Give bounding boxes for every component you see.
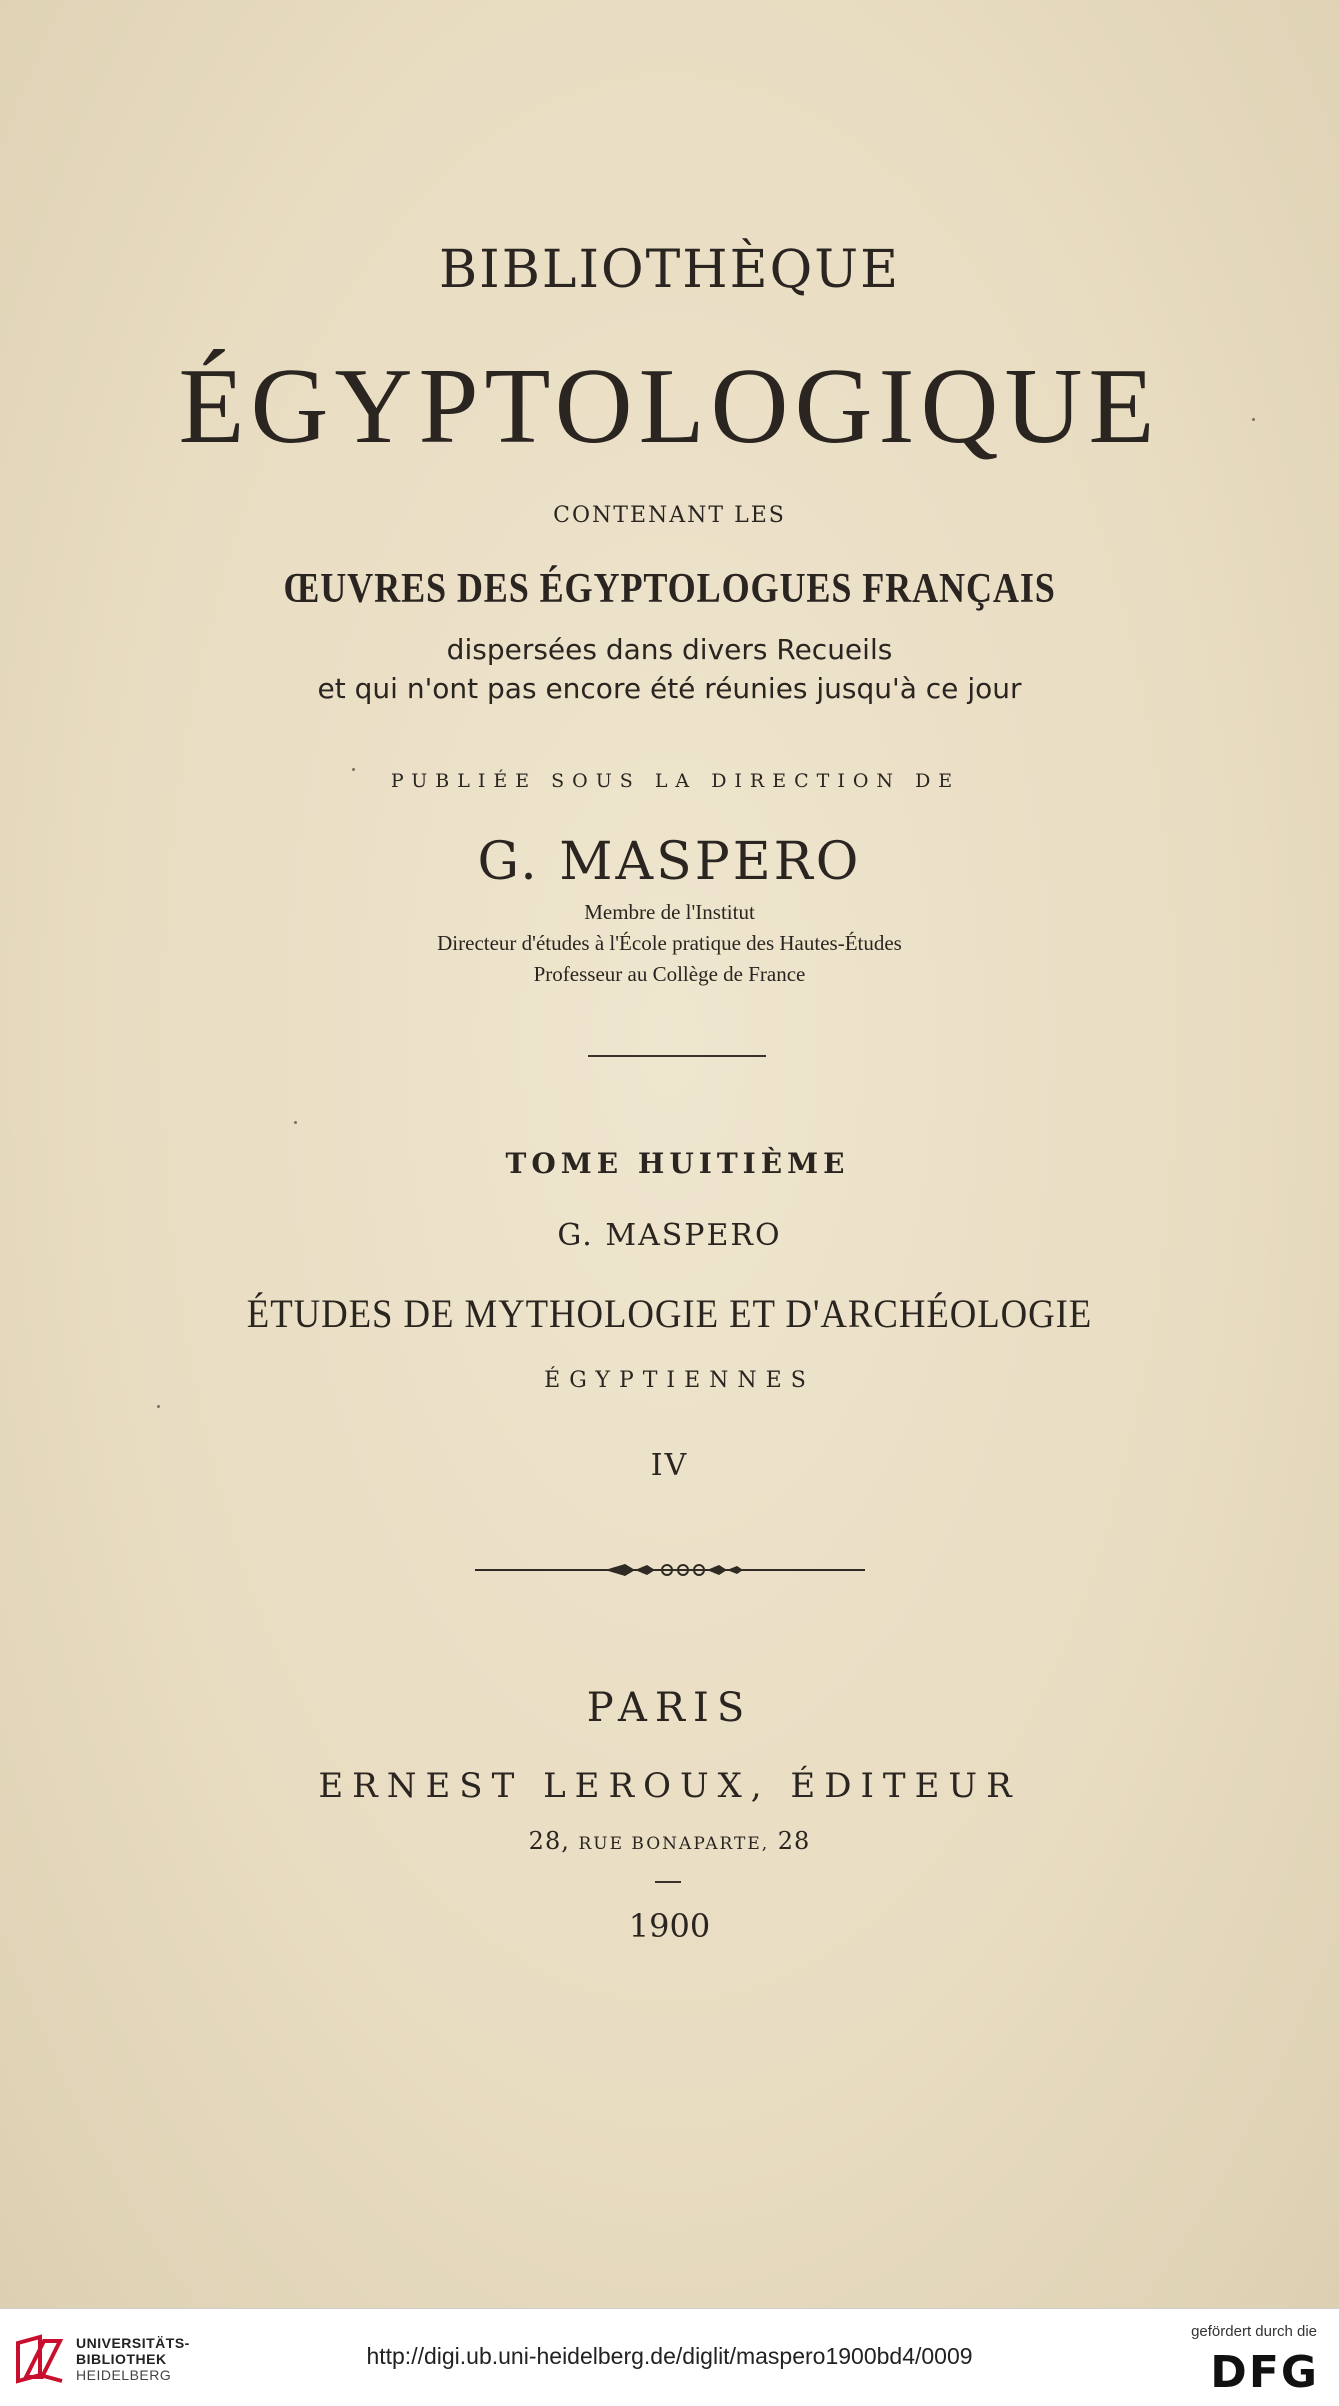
volume-heading: TOME HUITIÈME	[505, 1147, 850, 1180]
description-line1: dispersées dans divers Recueils	[446, 633, 893, 666]
paper-speck	[1252, 418, 1255, 421]
containing-text: CONTENANT LES	[553, 503, 786, 528]
description-line2: et qui n'ont pas encore été réunies jusqu'à ce jour	[317, 672, 1022, 705]
address-number-2: 28	[777, 1827, 811, 1855]
editor-title-2: Directeur d'études à l'École pratique des Hautes-Études	[437, 931, 902, 955]
permalink-url[interactable]: http://digi.ub.uni-heidelberg.de/diglit/maspero1900bd4/0009	[366, 2343, 973, 2369]
publisher: ERNEST LEROUX, ÉDITEUR	[318, 1766, 1021, 1806]
published-under-text: PUBLIÉE SOUS LA DIRECTION DE	[390, 770, 961, 792]
city: PARIS	[586, 1685, 753, 1731]
work-subtitle: ÉGYPTIENNES	[544, 1368, 815, 1393]
publisher-address	[0, 1827, 1339, 1855]
library-line-3: HEIDELBERG	[76, 2367, 172, 2383]
library-line-1: UNIVERSITÄTS-	[76, 2335, 190, 2351]
work-title: ÉTUDES DE MYTHOLOGIE ET D'ARCHÉOLOGIE	[246, 1291, 1093, 1336]
digitization-footer	[0, 2308, 1339, 2406]
funding-caption: gefördert durch die	[1191, 2323, 1317, 2340]
editor-title-1: Membre de l'Institut	[584, 900, 755, 924]
works-heading: ŒUVRES DES ÉGYPTOLOGUES FRANÇAIS	[283, 566, 1056, 612]
dfg-logo: DFG	[1210, 2347, 1319, 2398]
editor-name: G. MASPERO	[477, 832, 862, 892]
publication-year: 1900	[628, 1907, 711, 1945]
paper-speck	[157, 1405, 160, 1408]
series-title-line1: BIBLIOTHÈQUE	[438, 240, 901, 300]
paper-speck	[294, 1121, 297, 1124]
short-dash	[655, 1881, 681, 1883]
editor-title-3: Professeur au Collège de France	[533, 962, 806, 986]
divider-rule	[588, 1055, 766, 1057]
part-number: IV	[650, 1448, 689, 1483]
paper-speck	[352, 768, 355, 771]
ornament-divider-icon	[475, 1558, 865, 1582]
author-name: G. MASPERO	[557, 1218, 782, 1253]
series-title-line2: ÉGYPTOLOGIQUE	[178, 347, 1161, 466]
library-line-2: BIBLIOTHEK	[76, 2351, 167, 2367]
address-number-1: 28,	[528, 1827, 570, 1855]
address-street: RUE BONAPARTE,	[578, 1834, 770, 1854]
